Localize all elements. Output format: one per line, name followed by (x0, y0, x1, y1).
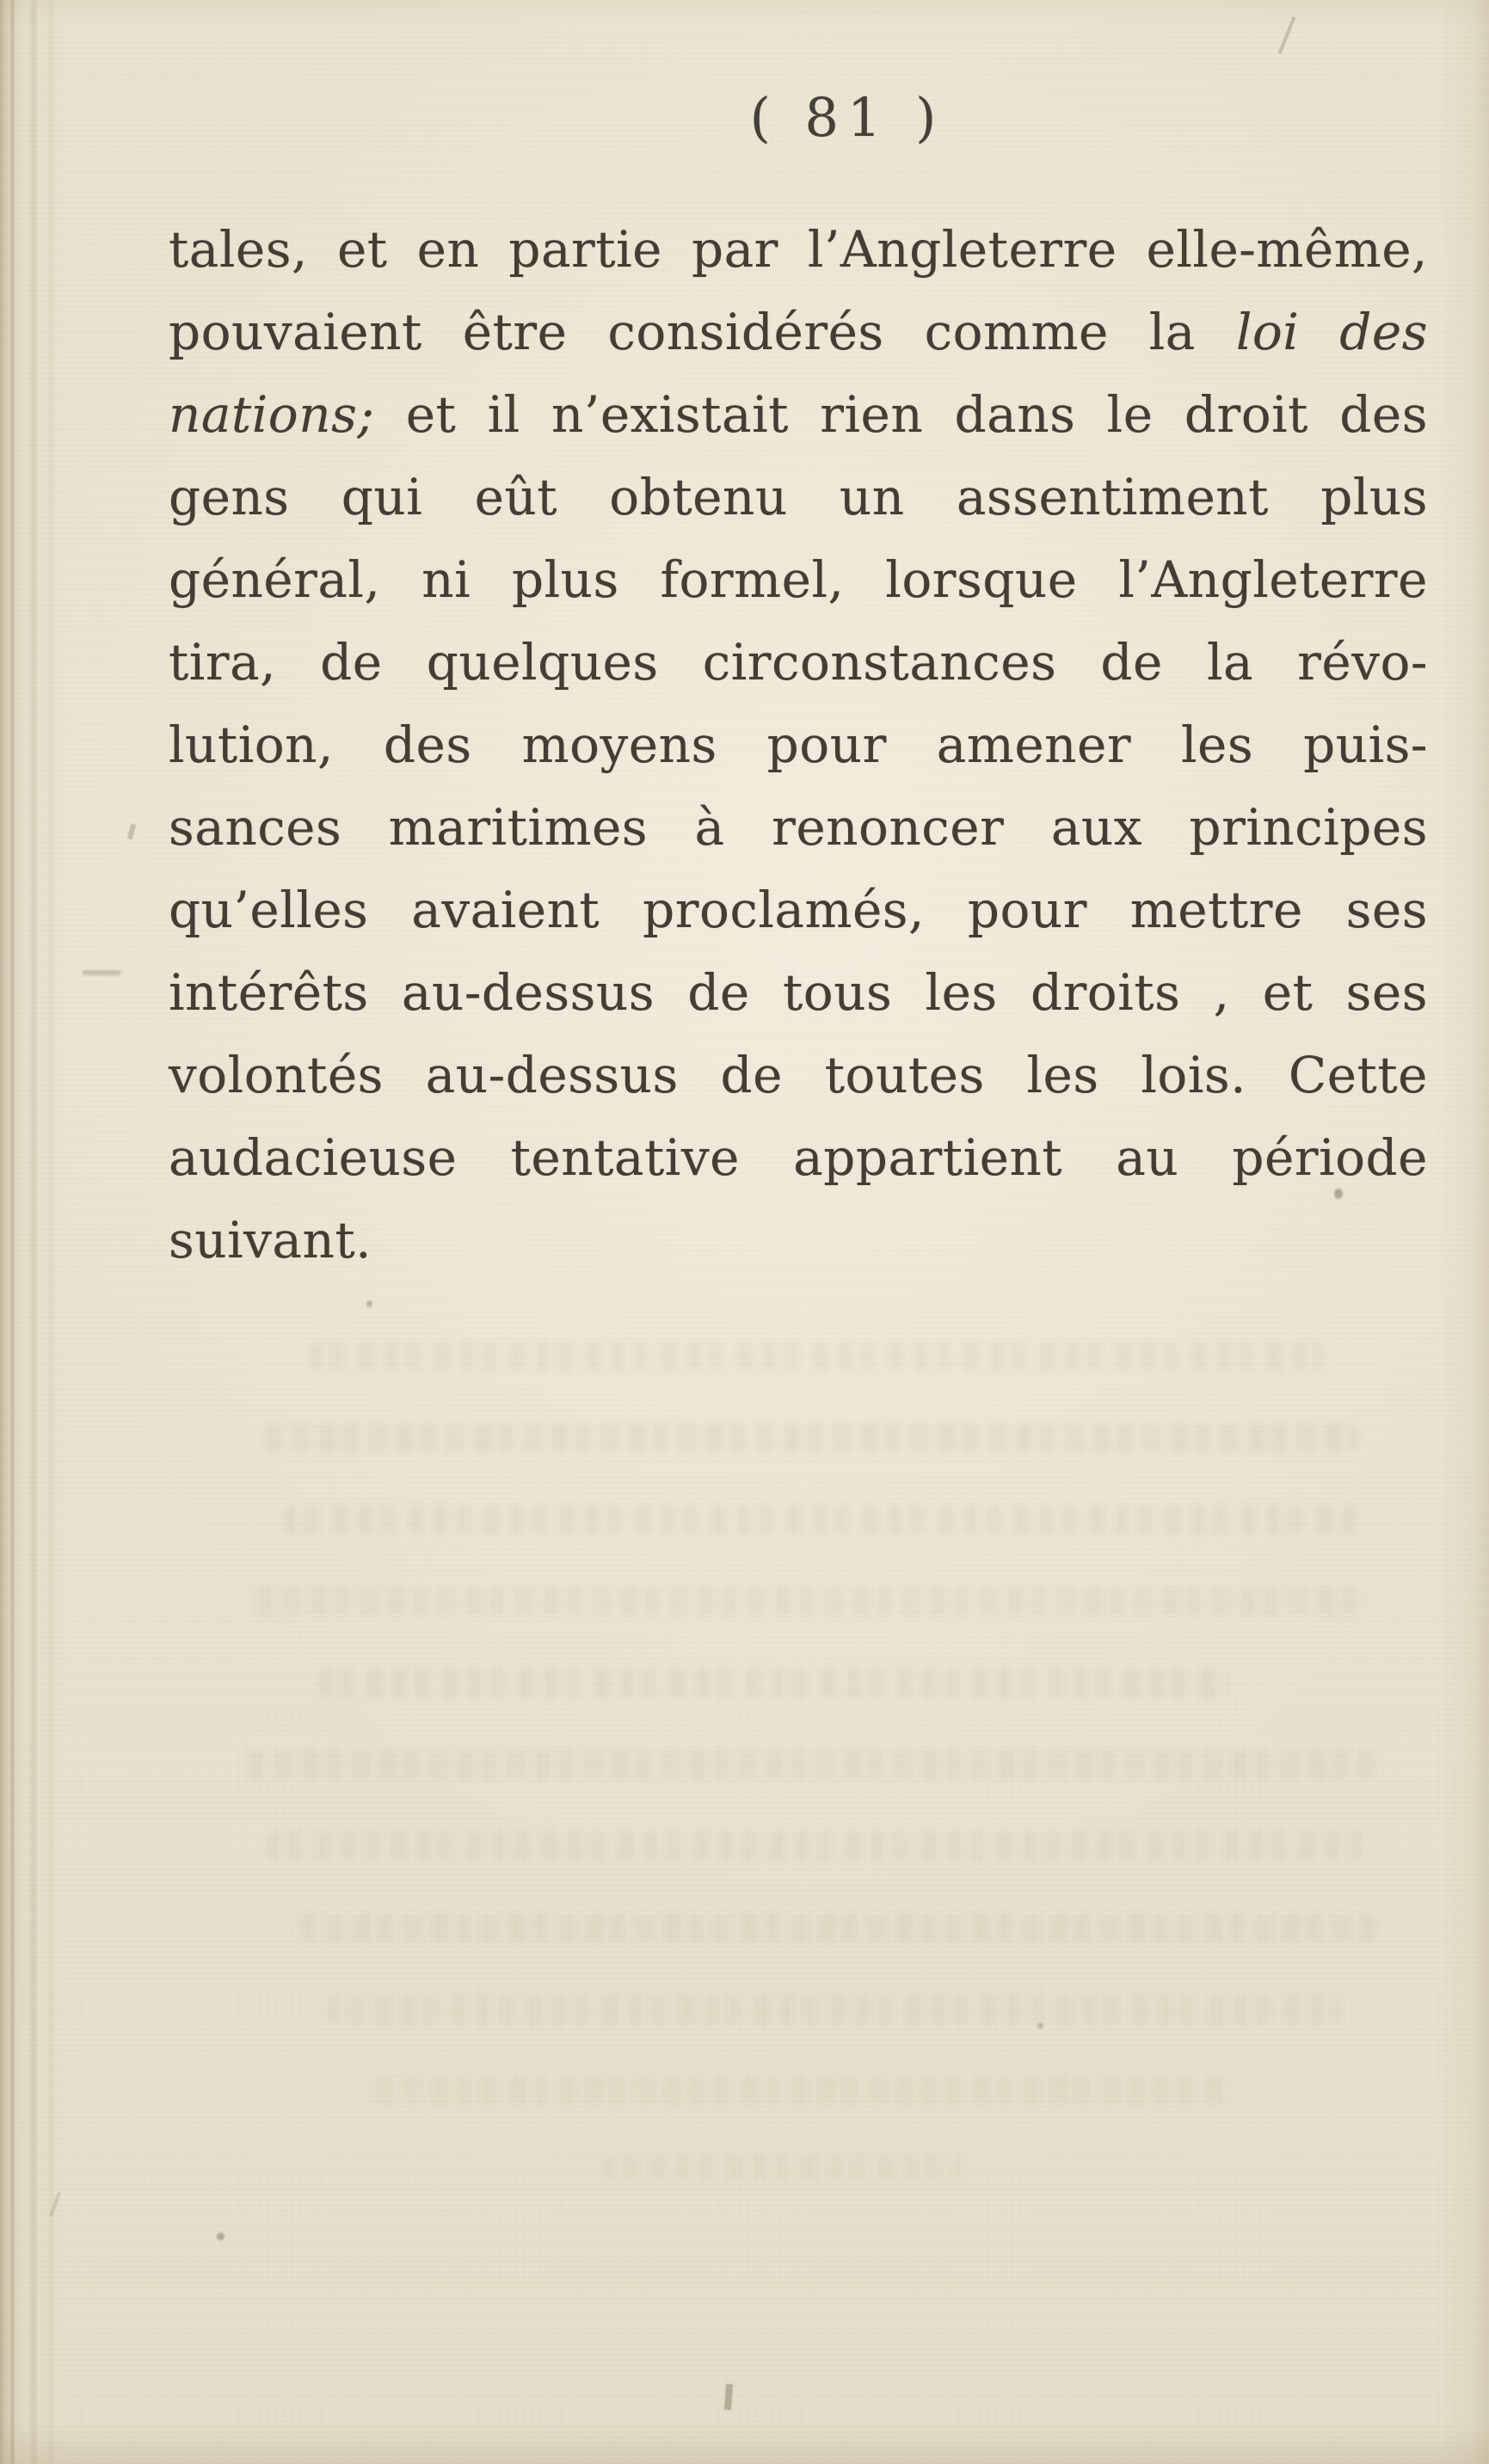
page-edge-bottom (0, 2423, 1489, 2464)
page-number: ( 81 ) (749, 86, 945, 149)
show-through-line (602, 2154, 963, 2180)
show-through-line (292, 1914, 1376, 1943)
show-through-line (267, 1832, 1368, 1861)
signature-mark (724, 2384, 733, 2410)
text-segment: qu’elles avaient proclamés, pour mettre ses (169, 881, 1428, 939)
ink-speck (366, 1300, 372, 1307)
ink-speck (217, 2233, 225, 2240)
ink-speck (1334, 1189, 1343, 1199)
text-segment: tales, et en partie par l’Angleterre elle-même, (169, 220, 1428, 279)
text-line (169, 869, 1428, 951)
italic-text-segment: loi des (1235, 303, 1428, 361)
page-edge-top (0, 0, 1489, 26)
page-edge-right (1437, 0, 1489, 2464)
show-through-line (284, 1505, 1359, 1534)
show-through-line (241, 1750, 1376, 1779)
gutter-crease (32, 0, 35, 2464)
show-through-line (249, 1587, 1368, 1616)
text-line (169, 704, 1428, 786)
text-line (169, 786, 1428, 869)
margin-dash-mark (83, 970, 120, 975)
italic-text-segment: nations; (169, 385, 375, 444)
text-segment: audacieuse tentative appartient au période (169, 1128, 1428, 1187)
margin-tick-mark (127, 824, 136, 840)
text-segment: gens qui eût obtenu un assentiment plus (169, 468, 1428, 526)
text-line (169, 951, 1428, 1034)
text-segment: pouvaient être considérés comme la (169, 303, 1236, 361)
text-line (169, 208, 1428, 291)
ink-speck (1037, 2023, 1043, 2029)
text-segment: volontés au-dessus de toutes les lois. Cette (169, 1046, 1428, 1104)
text-segment: intérêts au-dessus de tous les droits , et ses (169, 963, 1428, 1022)
text-segment: sances maritimes à renoncer aux principes (169, 798, 1428, 857)
text-line (169, 373, 1428, 456)
text-segment: et il n’existait rien dans le droit des (374, 385, 1428, 444)
text-segment: suivant. (169, 1211, 372, 1269)
text-line (169, 291, 1428, 373)
text-line (169, 1116, 1428, 1199)
text-segment: tira, de quelques circonstances de la révo- (169, 633, 1428, 691)
show-through-line (370, 2077, 1230, 2105)
gutter-crease (11, 0, 14, 2464)
text-segment: lution, des moyens pour amener les puis- (169, 716, 1428, 774)
body-text (169, 208, 1428, 1281)
text-line (169, 538, 1428, 621)
show-through-line (310, 1342, 1325, 1371)
show-through-line (258, 1423, 1359, 1453)
text-segment: général, ni plus formel, lorsque l’Angleterre (169, 550, 1428, 609)
show-through-line (327, 1995, 1342, 2025)
text-line (169, 1199, 1428, 1281)
text-line (169, 1034, 1428, 1116)
show-through-line (318, 1668, 1230, 1698)
gutter-crease (50, 0, 52, 2464)
text-line (169, 621, 1428, 704)
text-line (169, 456, 1428, 538)
